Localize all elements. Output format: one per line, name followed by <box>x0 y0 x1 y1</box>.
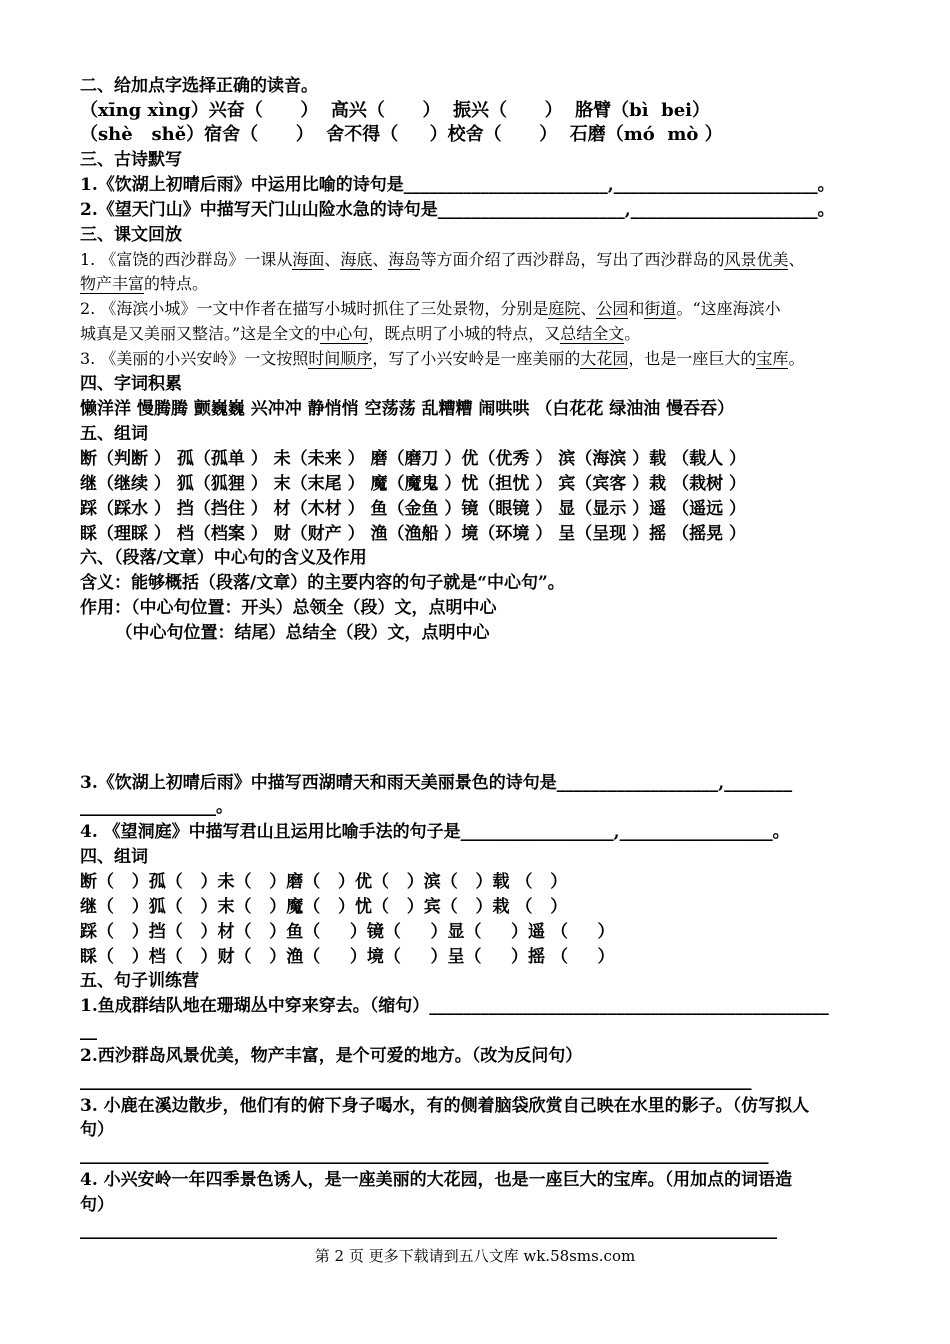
section-central-sentence-title: 六、（段落/文章）中心句的含义及作用 <box>80 548 367 568</box>
pronunciation-row: （shè shě）宿舍（ ） 舍不得（ ）校舍（ ） 石磨（mó mò ） <box>80 124 723 145</box>
poem-question-3-cont: ________________。 <box>80 797 233 817</box>
section-sentence-training-title: 五、句子训练营 <box>80 971 199 991</box>
page-footer: 第 2 页 更多下载请到五八文库 wk.58sms.com <box>314 1247 636 1265</box>
word-blank-row: 继（ ）狐（ ）末（ ）魔（ ）忧（ ）宾（ ）栽 （ ） <box>80 897 568 917</box>
sentence-question-4-cont: 句） <box>80 1195 114 1215</box>
pronunciation-row: （xīng xìng）兴奋（ ） 高兴（ ） 振兴（ ） 胳臂（bì bei） <box>80 100 710 121</box>
vocab-words: 懒洋洋 慢腾腾 颤巍巍 兴冲冲 静悄悄 空荡荡 乱糟糟 闹哄哄 （白花花 绿油油 慢吞吞） <box>80 399 735 419</box>
answer-line: __________________________________________________________________________________ <box>80 1220 777 1240</box>
central-sentence-meaning: 含义：能够概括（段落/文章）的主要内容的句子就是“中心句”。 <box>80 573 565 593</box>
section-words-blank-title: 四、组词 <box>80 847 148 867</box>
central-sentence-use: （中心句位置：结尾）总结全（段）文，点明中心 <box>80 623 490 643</box>
word-blank-row: 睬（ ）档（ ）财（ ）渔（ ）境（ ）呈（ ）摇 （ ） <box>80 947 615 967</box>
section-words-title: 五、组词 <box>80 424 148 444</box>
section-pronunciation-title: 二、给加点字选择正确的读音。 <box>80 76 318 96</box>
review-paragraph-3: 3. 《美丽的小兴安岭》一文按照时间顺序，写了小兴安岭是一座美丽的大花园，也是一座巨大的宝库。 <box>80 349 805 368</box>
word-row: 踩（踩水 ） 挡（挡住 ） 材（木材 ） 鱼（金鱼 ）镜（眼镜 ） 显（显示 ）遥 （遥远 ） <box>80 499 747 519</box>
poem-question-4: 4. 《望洞庭》中描写君山且运用比喻手法的句子是__________________,__________________。 <box>80 822 790 842</box>
word-row: 断（判断 ） 孤（孤单 ） 未（未来 ） 磨（磨刀 ）优（优秀 ） 滨（海滨 ）载 （载人 ） <box>80 449 747 469</box>
answer-line: _______________________________________________________________________________ <box>80 1071 752 1091</box>
word-row: 继（继续 ） 狐（狐狸 ） 末（末尾 ） 魔（魔鬼 ）忧（担忧 ） 宾（宾客 ）栽 （栽树 ） <box>80 474 747 494</box>
sentence-question-3-cont: 句） <box>80 1120 114 1140</box>
word-row: 睬（理睬 ） 档（档案 ） 财（财产 ） 渔（渔船 ）境（环境 ） 呈（呈现 ）摇 （摇晃 ） <box>80 524 747 544</box>
section-vocab-title: 四、字词积累 <box>80 374 182 394</box>
answer-line: __ <box>80 1021 97 1041</box>
poem-question-1: 1.《饮湖上初晴后雨》中运用比喻的诗句是________________________,________________________。 <box>80 175 835 195</box>
review-paragraph-1: 1. 《富饶的西沙群岛》一课从海面、海底、海岛等方面介绍了西沙群岛，写出了西沙群岛的风景优美、 <box>80 250 805 269</box>
answer-line: _________________________________________________________________________________ <box>80 1145 769 1165</box>
sentence-question-1: 1.鱼成群结队地在珊瑚丛中穿来穿去。（缩句）_______________________________________________ <box>80 996 829 1016</box>
review-paragraph-1-cont: 物产丰富的特点。 <box>80 274 209 293</box>
sentence-question-2: 2.西沙群岛风景优美，物产丰富，是个可爱的地方。（改为反问句） <box>80 1046 583 1066</box>
sentence-question-3: 3. 小鹿在溪边散步，他们有的俯下身子喝水，有的侧着脑袋欣赏自己映在水里的影子。（仿写拟人 <box>80 1096 810 1116</box>
poem-question-3: 3.《饮湖上初晴后雨》中描写西湖晴天和雨天美丽景色的诗句是___________________,________ <box>80 773 793 793</box>
review-paragraph-2: 2. 《海滨小城》一文中作者在描写小城时抓住了三处景物，分别是庭院、公园和街道。“这座海滨小 <box>80 299 781 318</box>
review-paragraph-2-cont: 城真是又美丽又整洁。”这是全文的中心句，既点明了小城的特点，又总结全文。 <box>80 324 641 343</box>
central-sentence-use: 作用：（中心句位置：开头）总领全（段）文，点明中心 <box>80 598 497 618</box>
word-blank-row: 踩（ ）挡（ ）材（ ）鱼（ ）镜（ ）显（ ）遥 （ ） <box>80 922 615 942</box>
word-blank-row: 断（ ）孤（ ）未（ ）磨（ ）优（ ）滨（ ）载 （ ） <box>80 872 568 892</box>
sentence-question-4: 4. 小兴安岭一年四季景色诱人，是一座美丽的大花园，也是一座巨大的宝库。（用加点的词语造 <box>80 1170 793 1190</box>
poem-question-2: 2.《望天门山》中描写天门山山险水急的诗句是______________________,______________________。 <box>80 200 835 220</box>
section-review-title: 三、课文回放 <box>80 225 182 245</box>
section-poem-title: 三、古诗默写 <box>80 150 182 170</box>
